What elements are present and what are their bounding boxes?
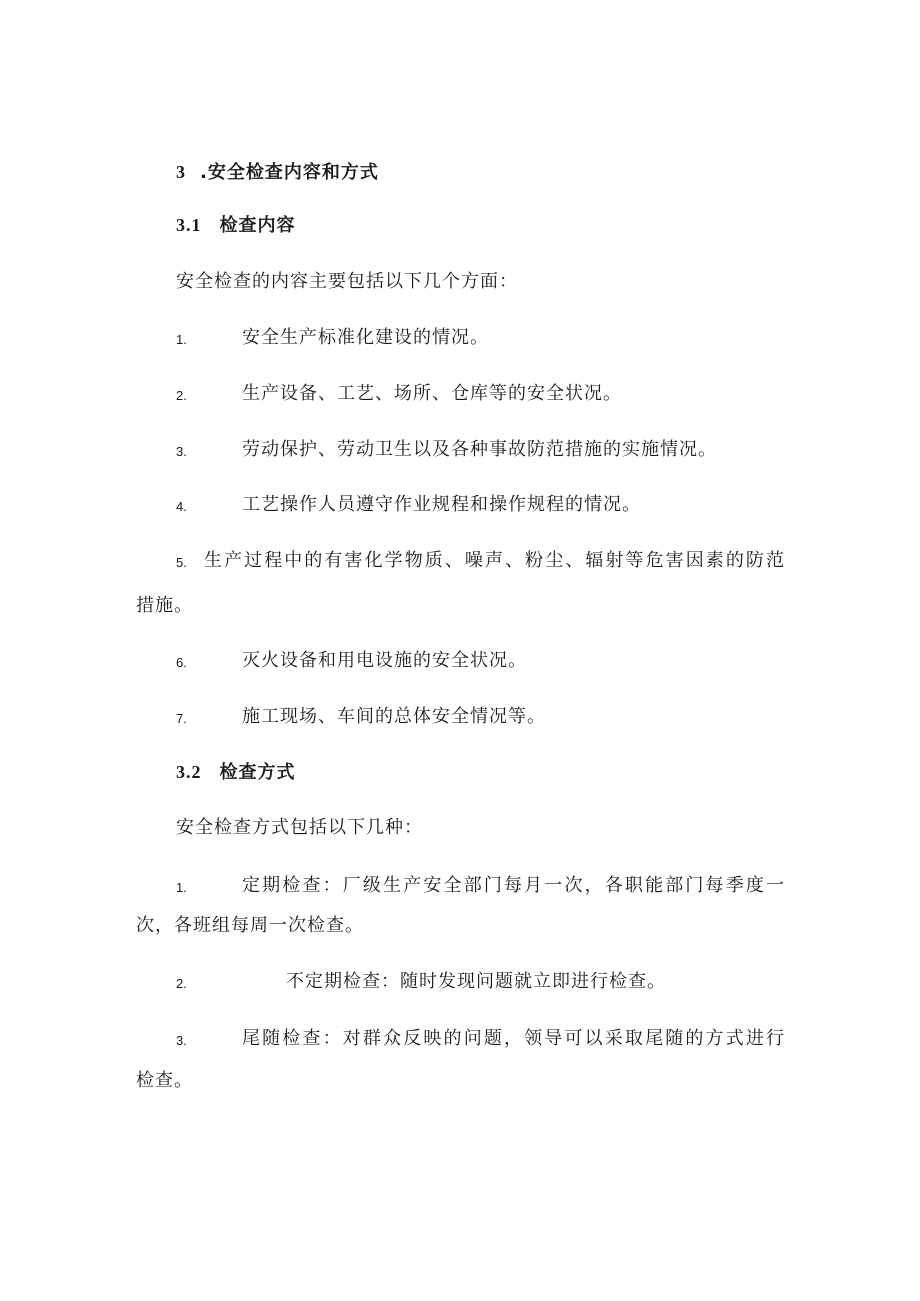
list-item-text: 安全生产标准化建设的情况。 bbox=[242, 327, 489, 348]
list-item-number: 6. bbox=[176, 655, 187, 670]
section-heading bbox=[176, 160, 379, 185]
list-item-text-continued: 次，各班组每周一次检查。 bbox=[136, 915, 364, 936]
list-item-number: 3. bbox=[176, 444, 187, 459]
list-item-text: 生产过程中的有害化学物质、噪声、粉尘、辐射等危害因素的防范 bbox=[204, 550, 784, 571]
list-item-text-continued: 检查。 bbox=[136, 1070, 193, 1091]
subsection-number: 3.2 bbox=[176, 762, 202, 782]
subsection-title: 检查方式 bbox=[219, 762, 296, 783]
list-item-number: 2. bbox=[176, 976, 187, 991]
subsection-heading-3-1 bbox=[176, 213, 296, 238]
list-item-text: 工艺操作人员遵守作业规程和操作规程的情况。 bbox=[242, 494, 641, 515]
list-item-text: 劳动保护、劳动卫生以及各种事故防范措施的实施情况。 bbox=[242, 439, 717, 460]
list-item-text: 施工现场、车间的总体安全情况等。 bbox=[242, 706, 546, 727]
subsection-number: 3.1 bbox=[176, 215, 202, 235]
list-item-text: 定期检查：厂级生产安全部门每月一次，各职能部门每季度一 bbox=[242, 875, 784, 896]
subsection-heading-3-2 bbox=[176, 760, 296, 785]
list-item-number: 2. bbox=[176, 388, 187, 403]
paragraph-intro-methods: 安全检查方式包括以下几种： bbox=[176, 817, 423, 838]
list-item-text-continued: 措施。 bbox=[136, 595, 193, 616]
list-item-number: 7. bbox=[176, 711, 187, 726]
list-item-number: 1. bbox=[176, 880, 187, 895]
subsection-title: 检查内容 bbox=[219, 215, 296, 236]
list-item-text: 尾随检查：对群众反映的问题，领导可以采取尾随的方式进行 bbox=[242, 1028, 784, 1049]
paragraph-intro-contents: 安全检查的内容主要包括以下几个方面： bbox=[176, 271, 518, 292]
list-item-text: 生产设备、工艺、场所、仓库等的安全状况。 bbox=[242, 383, 622, 404]
list-item-number: 1. bbox=[176, 332, 187, 347]
section-title: .安全检查内容和方式 bbox=[200, 162, 379, 183]
list-item-text: 灭火设备和用电设施的安全状况。 bbox=[242, 650, 527, 671]
list-item-number: 4. bbox=[176, 499, 187, 514]
list-item-number: 3. bbox=[176, 1033, 187, 1048]
section-number: 3 bbox=[176, 162, 186, 182]
list-item-text: 不定期检查：随时发现问题就立即进行检查。 bbox=[286, 971, 666, 992]
list-item-number: 5. bbox=[176, 555, 187, 570]
